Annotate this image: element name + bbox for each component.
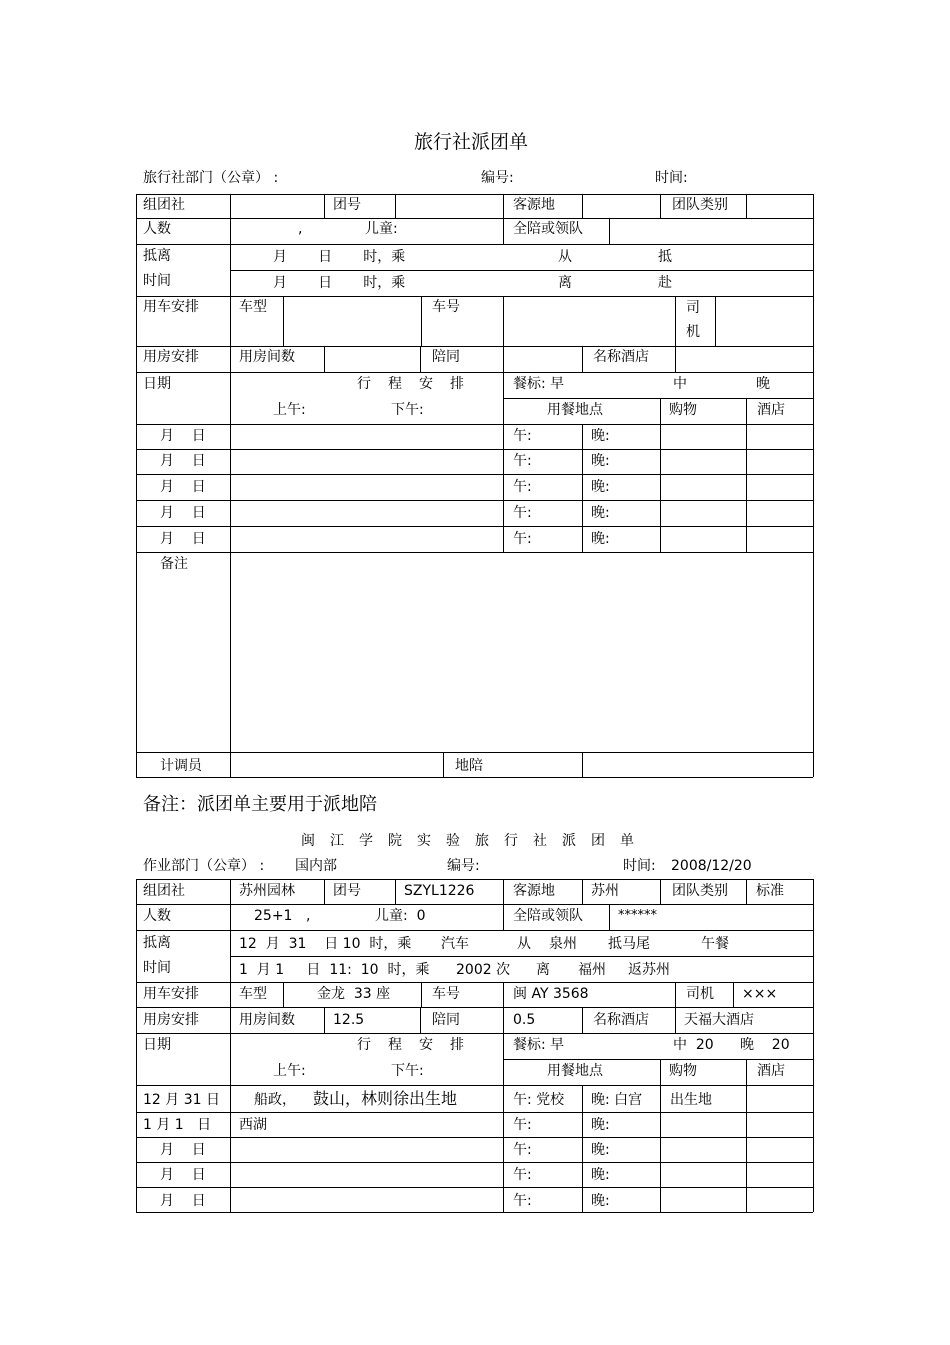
form1-serial-label: 编号: bbox=[481, 170, 514, 186]
f2-row2-from-place: 福州 bbox=[578, 962, 606, 978]
f2-car-no-value: 闽 AY 3568 bbox=[513, 986, 589, 1002]
vehicle-label: 用车安排 bbox=[143, 299, 199, 315]
f2-row2-from: 离 bbox=[536, 962, 550, 978]
hotel-name-label: 名称酒店 bbox=[593, 349, 649, 365]
day-row-night: 晚: bbox=[591, 428, 610, 444]
children-label: 儿童: bbox=[365, 221, 398, 237]
form2-serial-label: 编号: bbox=[447, 858, 480, 874]
form2-title: 闽江学院实验旅行社派团单 bbox=[301, 833, 649, 849]
f2-day1-itinerary-a: 船政， bbox=[254, 1092, 296, 1108]
day-row-night: 晚: bbox=[591, 505, 610, 521]
car-type-label: 车型 bbox=[239, 299, 267, 315]
group-no-label: 团号 bbox=[333, 197, 361, 213]
f2-escort-value: ****** bbox=[618, 908, 657, 923]
f2-org-label: 组团社 bbox=[143, 883, 185, 899]
planner-label: 计调员 bbox=[160, 758, 202, 774]
meal-mid-label: 中 bbox=[673, 376, 687, 392]
day-row-date: 月 日 bbox=[160, 479, 206, 495]
f2-group-no-label: 团号 bbox=[333, 883, 361, 899]
arrive-label: 抵离 bbox=[143, 248, 171, 264]
f2-driver-label: 司机 bbox=[686, 986, 714, 1002]
f2-car-type-label: 车型 bbox=[239, 986, 267, 1002]
form2-dept-label: 作业部门（公章） : bbox=[143, 858, 265, 874]
f2-row1-extra: 午餐 bbox=[701, 936, 729, 952]
f2-group-type-value: 标准 bbox=[756, 883, 784, 899]
f2-car-type-value: 金龙 33 座 bbox=[317, 986, 391, 1002]
f2-day1-noon: 午: 党校 bbox=[513, 1092, 565, 1108]
arrive-time-label: 时间 bbox=[143, 273, 171, 289]
arrive-row2-date: 月 日 时，乘 bbox=[273, 275, 406, 291]
f2-meal-mid-value: 中 20 bbox=[673, 1037, 714, 1053]
arrive-row1-from: 从 bbox=[558, 249, 572, 265]
itinerary-label: 行程安排 bbox=[357, 376, 481, 392]
f2-people-label: 人数 bbox=[143, 908, 171, 924]
f2-meal-eve-value: 晚 20 bbox=[740, 1037, 790, 1053]
date-label: 日期 bbox=[143, 376, 171, 392]
f2-org-value: 苏州园林 bbox=[239, 883, 295, 899]
driver-label-a: 司 bbox=[686, 300, 700, 316]
source-label: 客源地 bbox=[513, 197, 555, 213]
room-label: 用房安排 bbox=[143, 349, 199, 365]
org-label: 组团社 bbox=[143, 197, 185, 213]
day-row-night: 晚: bbox=[591, 453, 610, 469]
form2-dept-value: 国内部 bbox=[295, 858, 337, 874]
f2-companion-value: 0.5 bbox=[513, 1012, 536, 1028]
people-label: 人数 bbox=[143, 221, 171, 237]
f2-hotel-label: 酒店 bbox=[757, 1063, 785, 1079]
f2-hotel-name-label: 名称酒店 bbox=[593, 1012, 649, 1028]
f2-room-label: 用房安排 bbox=[143, 1012, 199, 1028]
day-row-noon: 午: bbox=[513, 531, 532, 547]
local-guide-label: 地陪 bbox=[455, 758, 483, 774]
f2-row2-to: 返苏州 bbox=[628, 962, 670, 978]
f2-group-type-label: 团队类别 bbox=[672, 883, 728, 899]
f2-day1-itinerary-b: 鼓山，林则徐出生地 bbox=[313, 1089, 458, 1108]
day-row-noon: 午: bbox=[513, 453, 532, 469]
form2-time-value: 2008/12/20 bbox=[671, 858, 752, 874]
f2-dining-label: 用餐地点 bbox=[547, 1063, 603, 1079]
f2-day2-noon: 午: bbox=[513, 1117, 532, 1133]
f2-itinerary-label: 行程安排 bbox=[357, 1037, 481, 1053]
f2-row1-from-place: 泉州 bbox=[549, 936, 577, 952]
f2-day-row-noon: 午: bbox=[513, 1193, 532, 1209]
f2-day-row-date: 月 日 bbox=[160, 1167, 206, 1183]
f2-day-row-night: 晚: bbox=[591, 1167, 610, 1183]
day-row-date: 月 日 bbox=[160, 505, 206, 521]
f2-arrive-time-label: 时间 bbox=[143, 960, 171, 976]
f2-people-value: 25+1 bbox=[254, 908, 293, 924]
f2-day1-shopping: 出生地 bbox=[670, 1092, 712, 1108]
arrive-row1-to: 抵 bbox=[658, 249, 672, 265]
day-row-noon: 午: bbox=[513, 479, 532, 495]
f2-pm-label: 下午: bbox=[391, 1063, 424, 1079]
people-comma: , bbox=[298, 221, 303, 237]
driver-label-b: 机 bbox=[686, 324, 700, 340]
f2-day1-night: 晚: 白宫 bbox=[591, 1092, 643, 1108]
f2-shopping-label: 购物 bbox=[669, 1063, 697, 1079]
f2-day2-itinerary: 西湖 bbox=[239, 1117, 267, 1133]
hotel-label: 酒店 bbox=[757, 402, 785, 418]
arrive-row2-from: 离 bbox=[558, 275, 572, 291]
escort-label: 全陪或领队 bbox=[513, 221, 583, 237]
day-row-date: 月 日 bbox=[160, 428, 206, 444]
pm-label: 下午: bbox=[391, 402, 424, 418]
meal-std-label: 餐标: 早 bbox=[513, 376, 565, 392]
day-row-date: 月 日 bbox=[160, 453, 206, 469]
meal-eve-label: 晚 bbox=[756, 376, 770, 392]
f2-companion-label: 陪同 bbox=[432, 1012, 460, 1028]
car-no-label: 车号 bbox=[432, 299, 460, 315]
companion-label: 陪同 bbox=[432, 349, 460, 365]
form1-time-label: 时间: bbox=[655, 170, 688, 186]
f2-day2-night: 晚: bbox=[591, 1117, 610, 1133]
f2-day-row-date: 月 日 bbox=[160, 1193, 206, 1209]
f2-driver-value: ××× bbox=[742, 986, 778, 1002]
f2-people-comma: , bbox=[306, 908, 311, 924]
day-row-noon: 午: bbox=[513, 505, 532, 521]
f2-am-label: 上午: bbox=[273, 1063, 306, 1079]
f2-hotel-value: 天福大酒店 bbox=[684, 1012, 754, 1028]
shopping-label: 购物 bbox=[669, 402, 697, 418]
f2-row1-date: 12 月 31 日 10 时，乘 bbox=[239, 936, 412, 952]
group-type-label: 团队类别 bbox=[672, 197, 728, 213]
f2-escort-label: 全陪或领队 bbox=[513, 908, 583, 924]
f2-date-label: 日期 bbox=[143, 1037, 171, 1053]
am-label: 上午: bbox=[273, 402, 306, 418]
f2-row1-to: 抵马尾 bbox=[608, 936, 650, 952]
remarks-label: 备注 bbox=[160, 556, 188, 572]
f2-day-row-night: 晚: bbox=[591, 1193, 610, 1209]
f2-day2-date: 1 月 1 日 bbox=[143, 1117, 212, 1133]
arrive-row1-date: 月 日 时，乘 bbox=[273, 249, 406, 265]
day-row-noon: 午: bbox=[513, 428, 532, 444]
dining-label: 用餐地点 bbox=[547, 402, 603, 418]
arrive-row2-to: 赴 bbox=[658, 275, 672, 291]
f2-car-no-label: 车号 bbox=[432, 986, 460, 1002]
f2-day-row-noon: 午: bbox=[513, 1167, 532, 1183]
f2-row1-from: 从 bbox=[517, 936, 531, 952]
f2-source-label: 客源地 bbox=[513, 883, 555, 899]
f2-vehicle-label: 用车安排 bbox=[143, 986, 199, 1002]
f2-row1-vehicle: 汽车 bbox=[441, 936, 469, 952]
f2-arrive-label: 抵离 bbox=[143, 935, 171, 951]
f2-row2-date: 1 月 1 日 11: 10 时，乘 bbox=[239, 962, 430, 978]
day-row-night: 晚: bbox=[591, 479, 610, 495]
f2-group-no-value: SZYL1226 bbox=[404, 883, 475, 899]
form1-dept-label: 旅行社部门（公章） : bbox=[143, 170, 279, 186]
f2-day-row-noon: 午: bbox=[513, 1142, 532, 1158]
day-row-date: 月 日 bbox=[160, 531, 206, 547]
f2-room-count-value: 12.5 bbox=[333, 1012, 365, 1028]
form2-time-label: 时间: bbox=[623, 858, 656, 874]
form1-title: 旅行社派团单 bbox=[414, 131, 529, 153]
day-row-night: 晚: bbox=[591, 531, 610, 547]
f2-row2-vehicle: 2002 次 bbox=[456, 962, 511, 978]
form-note: 备注：派团单主要用于派地陪 bbox=[143, 794, 377, 815]
f2-day-row-date: 月 日 bbox=[160, 1142, 206, 1158]
f2-room-count-label: 用房间数 bbox=[239, 1012, 295, 1028]
f2-source-value: 苏州 bbox=[591, 883, 619, 899]
f2-meal-std-label: 餐标: 早 bbox=[513, 1037, 565, 1053]
f2-day-row-night: 晚: bbox=[591, 1142, 610, 1158]
f2-children-value: 儿童: 0 bbox=[375, 908, 426, 924]
room-count-label: 用房间数 bbox=[239, 349, 295, 365]
f2-day1-date: 12 月 31 日 bbox=[143, 1092, 220, 1108]
